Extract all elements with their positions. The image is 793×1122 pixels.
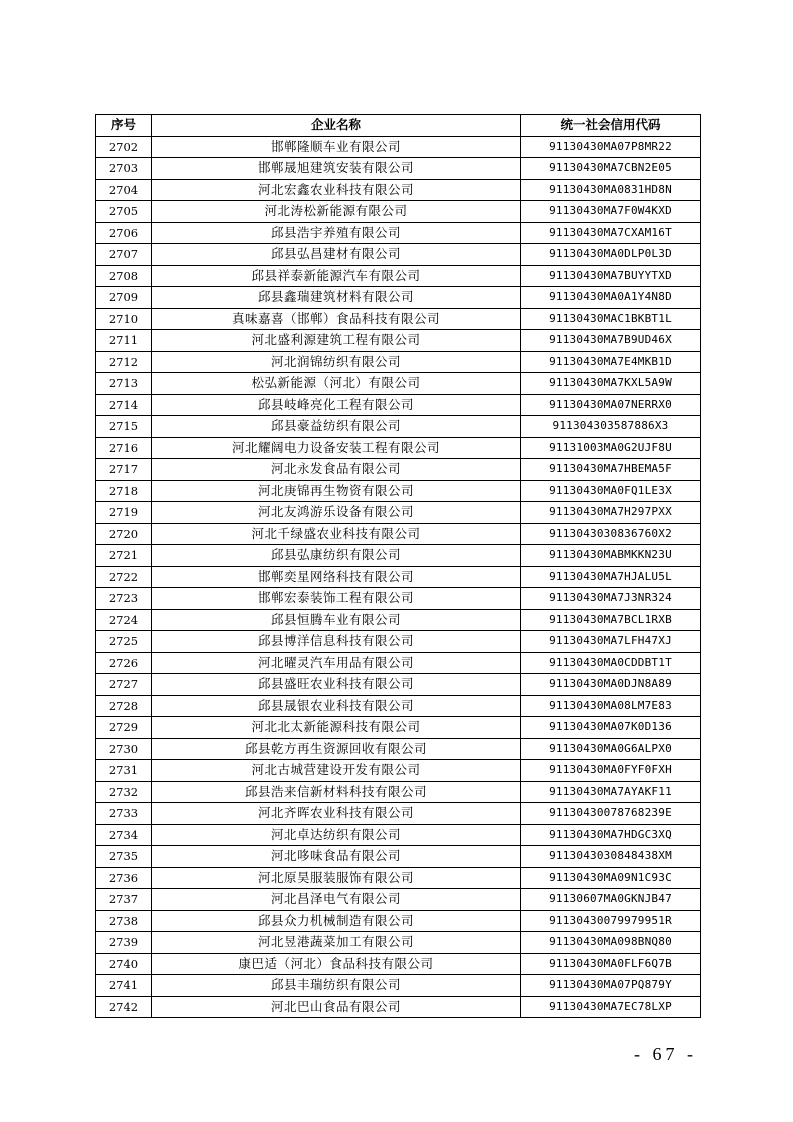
table-row: [96, 394, 701, 416]
cell-company-name: 邱县博洋信息科技有限公司: [152, 631, 521, 653]
cell-serial-number: 2736: [96, 867, 152, 889]
table-row: [96, 932, 701, 954]
cell-serial-number: 2734: [96, 824, 152, 846]
cell-company-name: 邯郸晟旭建筑安装有限公司: [152, 158, 521, 180]
cell-credit-code: 91130430MA0DLP0L3D: [521, 244, 701, 266]
cell-company-name: 邱县岐峰亮化工程有限公司: [152, 394, 521, 416]
cell-company-name: 邱县浩来信新材料科技有限公司: [152, 781, 521, 803]
cell-credit-code: 91130430MA7CXAM16T: [521, 222, 701, 244]
table-header: [96, 115, 701, 137]
header-serial-number: 序号: [96, 115, 152, 137]
cell-credit-code: 91130430MA07P8MR22: [521, 136, 701, 158]
cell-company-name: 邱县乾方再生资源回收有限公司: [152, 738, 521, 760]
table-row: [96, 781, 701, 803]
table-row: [96, 803, 701, 825]
cell-serial-number: 2730: [96, 738, 152, 760]
cell-company-name: 河北古城营建设开发有限公司: [152, 760, 521, 782]
cell-company-name: 邱县鑫瑞建筑材料有限公司: [152, 287, 521, 309]
cell-company-name: 河北润锦纺织有限公司: [152, 351, 521, 373]
cell-serial-number: 2732: [96, 781, 152, 803]
cell-company-name: 河北永发食品有限公司: [152, 459, 521, 481]
table-row: [96, 889, 701, 911]
table-row: [96, 588, 701, 610]
cell-company-name: 河北卓达纺织有限公司: [152, 824, 521, 846]
table-row: [96, 502, 701, 524]
cell-company-name: 河北千绿盛农业科技有限公司: [152, 523, 521, 545]
cell-credit-code: 91130430MA7H297PXX: [521, 502, 701, 524]
cell-company-name: 河北涛松新能源有限公司: [152, 201, 521, 223]
cell-credit-code: 91130430MA0FLF6Q7B: [521, 953, 701, 975]
cell-serial-number: 2722: [96, 566, 152, 588]
table-row: [96, 416, 701, 438]
table-row: [96, 566, 701, 588]
table-row: [96, 717, 701, 739]
cell-credit-code: 91130430MA7BCL1RXB: [521, 609, 701, 631]
cell-credit-code: 91130430MA7LFH47XJ: [521, 631, 701, 653]
cell-serial-number: 2729: [96, 717, 152, 739]
cell-credit-code: 91130430MA7B9UD46X: [521, 330, 701, 352]
table-row: [96, 437, 701, 459]
table-row: [96, 201, 701, 223]
table-row: [96, 287, 701, 309]
table-row: [96, 910, 701, 932]
table-row: [96, 846, 701, 868]
table-row: [96, 265, 701, 287]
cell-credit-code: 91130430MA7F0W4KXD: [521, 201, 701, 223]
cell-credit-code: 91130430MA7KXL5A9W: [521, 373, 701, 395]
page-number: - 67 -: [634, 1044, 697, 1064]
table-row: [96, 631, 701, 653]
cell-serial-number: 2733: [96, 803, 152, 825]
cell-company-name: 真味嘉喜（邯郸）食品科技有限公司: [152, 308, 521, 330]
cell-serial-number: 2706: [96, 222, 152, 244]
cell-company-name: 河北哆味食品有限公司: [152, 846, 521, 868]
table-row: [96, 222, 701, 244]
table-row: [96, 824, 701, 846]
table-row: [96, 738, 701, 760]
table-row: [96, 545, 701, 567]
cell-serial-number: 2740: [96, 953, 152, 975]
cell-credit-code: 91130430MA7EC78LXP: [521, 996, 701, 1018]
header-company-name: 企业名称: [152, 115, 521, 137]
cell-serial-number: 2726: [96, 652, 152, 674]
table-row: [96, 459, 701, 481]
cell-company-name: 河北齐晖农业科技有限公司: [152, 803, 521, 825]
table-row: [96, 867, 701, 889]
cell-credit-code: 91130430MA07NERRX0: [521, 394, 701, 416]
cell-credit-code: 91130430MA07K0D136: [521, 717, 701, 739]
cell-company-name: 河北庚锦再生物资有限公司: [152, 480, 521, 502]
cell-company-name: 河北巴山食品有限公司: [152, 996, 521, 1018]
cell-credit-code: 91130430MA7HBEMA5F: [521, 459, 701, 481]
cell-credit-code: 91130430078768239E: [521, 803, 701, 825]
cell-company-name: 邯郸奕星网络科技有限公司: [152, 566, 521, 588]
cell-credit-code: 91130430MA7HDGC3XQ: [521, 824, 701, 846]
cell-company-name: 邯郸宏泰装饰工程有限公司: [152, 588, 521, 610]
table-row: [96, 373, 701, 395]
table-row: [96, 996, 701, 1018]
table-row: [96, 652, 701, 674]
header-credit-code: 统一社会信用代码: [521, 115, 701, 137]
cell-credit-code: 91130430MA0G6ALPX0: [521, 738, 701, 760]
table-row: [96, 523, 701, 545]
cell-serial-number: 2712: [96, 351, 152, 373]
cell-serial-number: 2738: [96, 910, 152, 932]
enterprise-table: [95, 114, 701, 1018]
cell-credit-code: 91130430MA7AYAKF11: [521, 781, 701, 803]
cell-serial-number: 2723: [96, 588, 152, 610]
cell-credit-code: 911304303587886X3: [521, 416, 701, 438]
cell-serial-number: 2715: [96, 416, 152, 438]
cell-credit-code: 91130430MA08LM7E83: [521, 695, 701, 717]
cell-serial-number: 2707: [96, 244, 152, 266]
cell-company-name: 河北耀阔电力设备安装工程有限公司: [152, 437, 521, 459]
cell-serial-number: 2721: [96, 545, 152, 567]
cell-company-name: 河北原昊服装服饰有限公司: [152, 867, 521, 889]
cell-company-name: 邱县盛旺农业科技有限公司: [152, 674, 521, 696]
table-row: [96, 136, 701, 158]
cell-company-name: 康巴适（河北）食品科技有限公司: [152, 953, 521, 975]
cell-company-name: 河北昱港蔬菜加工有限公司: [152, 932, 521, 954]
cell-company-name: 邯郸隆顺车业有限公司: [152, 136, 521, 158]
cell-company-name: 邱县众力机械制造有限公司: [152, 910, 521, 932]
cell-company-name: 邱县恒腾车业有限公司: [152, 609, 521, 631]
cell-credit-code: 91130430MA0DJN8A89: [521, 674, 701, 696]
table-row: [96, 244, 701, 266]
cell-company-name: 邱县弘昌建材有限公司: [152, 244, 521, 266]
cell-serial-number: 2741: [96, 975, 152, 997]
cell-company-name: 邱县丰瑞纺织有限公司: [152, 975, 521, 997]
cell-credit-code: 91130607MA0GKNJB47: [521, 889, 701, 911]
cell-company-name: 河北宏鑫农业科技有限公司: [152, 179, 521, 201]
cell-company-name: 邱县豪益纺织有限公司: [152, 416, 521, 438]
cell-serial-number: 2725: [96, 631, 152, 653]
cell-serial-number: 2710: [96, 308, 152, 330]
cell-serial-number: 2727: [96, 674, 152, 696]
cell-company-name: 河北友鸿游乐设备有限公司: [152, 502, 521, 524]
cell-serial-number: 2708: [96, 265, 152, 287]
cell-credit-code: 91130430MA7E4MKB1D: [521, 351, 701, 373]
cell-company-name: 邱县祥泰新能源汽车有限公司: [152, 265, 521, 287]
cell-company-name: 邱县弘康纺织有限公司: [152, 545, 521, 567]
cell-company-name: 河北盛利源建筑工程有限公司: [152, 330, 521, 352]
table-row: [96, 351, 701, 373]
cell-serial-number: 2728: [96, 695, 152, 717]
cell-credit-code: 91130430MA07PQ879Y: [521, 975, 701, 997]
cell-serial-number: 2739: [96, 932, 152, 954]
cell-serial-number: 2735: [96, 846, 152, 868]
cell-credit-code: 91130430MA0FYF0FXH: [521, 760, 701, 782]
table-row: [96, 330, 701, 352]
table-row: [96, 695, 701, 717]
cell-company-name: 邱县浩宇养殖有限公司: [152, 222, 521, 244]
cell-credit-code: 91130430MA7J3NR324: [521, 588, 701, 610]
cell-credit-code: 91130430MA09N1C93C: [521, 867, 701, 889]
cell-serial-number: 2705: [96, 201, 152, 223]
header-row: [96, 115, 701, 137]
table-row: [96, 674, 701, 696]
cell-credit-code: 91131003MA0G2UJF8U: [521, 437, 701, 459]
table-body: [96, 136, 701, 1018]
cell-serial-number: 2718: [96, 480, 152, 502]
cell-credit-code: 91130430MAC1BKBT1L: [521, 308, 701, 330]
table-row: [96, 975, 701, 997]
cell-company-name: 河北昌泽电气有限公司: [152, 889, 521, 911]
cell-company-name: 邱县晟银农业科技有限公司: [152, 695, 521, 717]
cell-company-name: 河北曜灵汽车用品有限公司: [152, 652, 521, 674]
cell-serial-number: 2737: [96, 889, 152, 911]
table-row: [96, 179, 701, 201]
cell-credit-code: 91130430MA0831HD8N: [521, 179, 701, 201]
cell-credit-code: 91130430MA0FQ1LE3X: [521, 480, 701, 502]
cell-credit-code: 9113043030848438XM: [521, 846, 701, 868]
table-row: [96, 158, 701, 180]
cell-serial-number: 2703: [96, 158, 152, 180]
cell-serial-number: 2716: [96, 437, 152, 459]
cell-serial-number: 2709: [96, 287, 152, 309]
cell-serial-number: 2714: [96, 394, 152, 416]
cell-serial-number: 2711: [96, 330, 152, 352]
cell-credit-code: 9113043030836760X2: [521, 523, 701, 545]
table-row: [96, 609, 701, 631]
table-row: [96, 308, 701, 330]
cell-serial-number: 2720: [96, 523, 152, 545]
cell-credit-code: 91130430MA7CBN2E05: [521, 158, 701, 180]
cell-serial-number: 2704: [96, 179, 152, 201]
cell-credit-code: 91130430MA7BUYYTXD: [521, 265, 701, 287]
cell-serial-number: 2742: [96, 996, 152, 1018]
cell-serial-number: 2717: [96, 459, 152, 481]
table-row: [96, 953, 701, 975]
cell-credit-code: 91130430079979951R: [521, 910, 701, 932]
cell-credit-code: 91130430MA0A1Y4N8D: [521, 287, 701, 309]
cell-credit-code: 91130430MABMKKN23U: [521, 545, 701, 567]
table-row: [96, 760, 701, 782]
cell-company-name: 河北北太新能源科技有限公司: [152, 717, 521, 739]
table-row: [96, 480, 701, 502]
cell-credit-code: 91130430MA0CDDBT1T: [521, 652, 701, 674]
cell-company-name: 松弘新能源（河北）有限公司: [152, 373, 521, 395]
cell-serial-number: 2719: [96, 502, 152, 524]
cell-credit-code: 91130430MA098BNQ80: [521, 932, 701, 954]
cell-serial-number: 2702: [96, 136, 152, 158]
cell-credit-code: 91130430MA7HJALU5L: [521, 566, 701, 588]
cell-serial-number: 2724: [96, 609, 152, 631]
cell-serial-number: 2731: [96, 760, 152, 782]
cell-serial-number: 2713: [96, 373, 152, 395]
